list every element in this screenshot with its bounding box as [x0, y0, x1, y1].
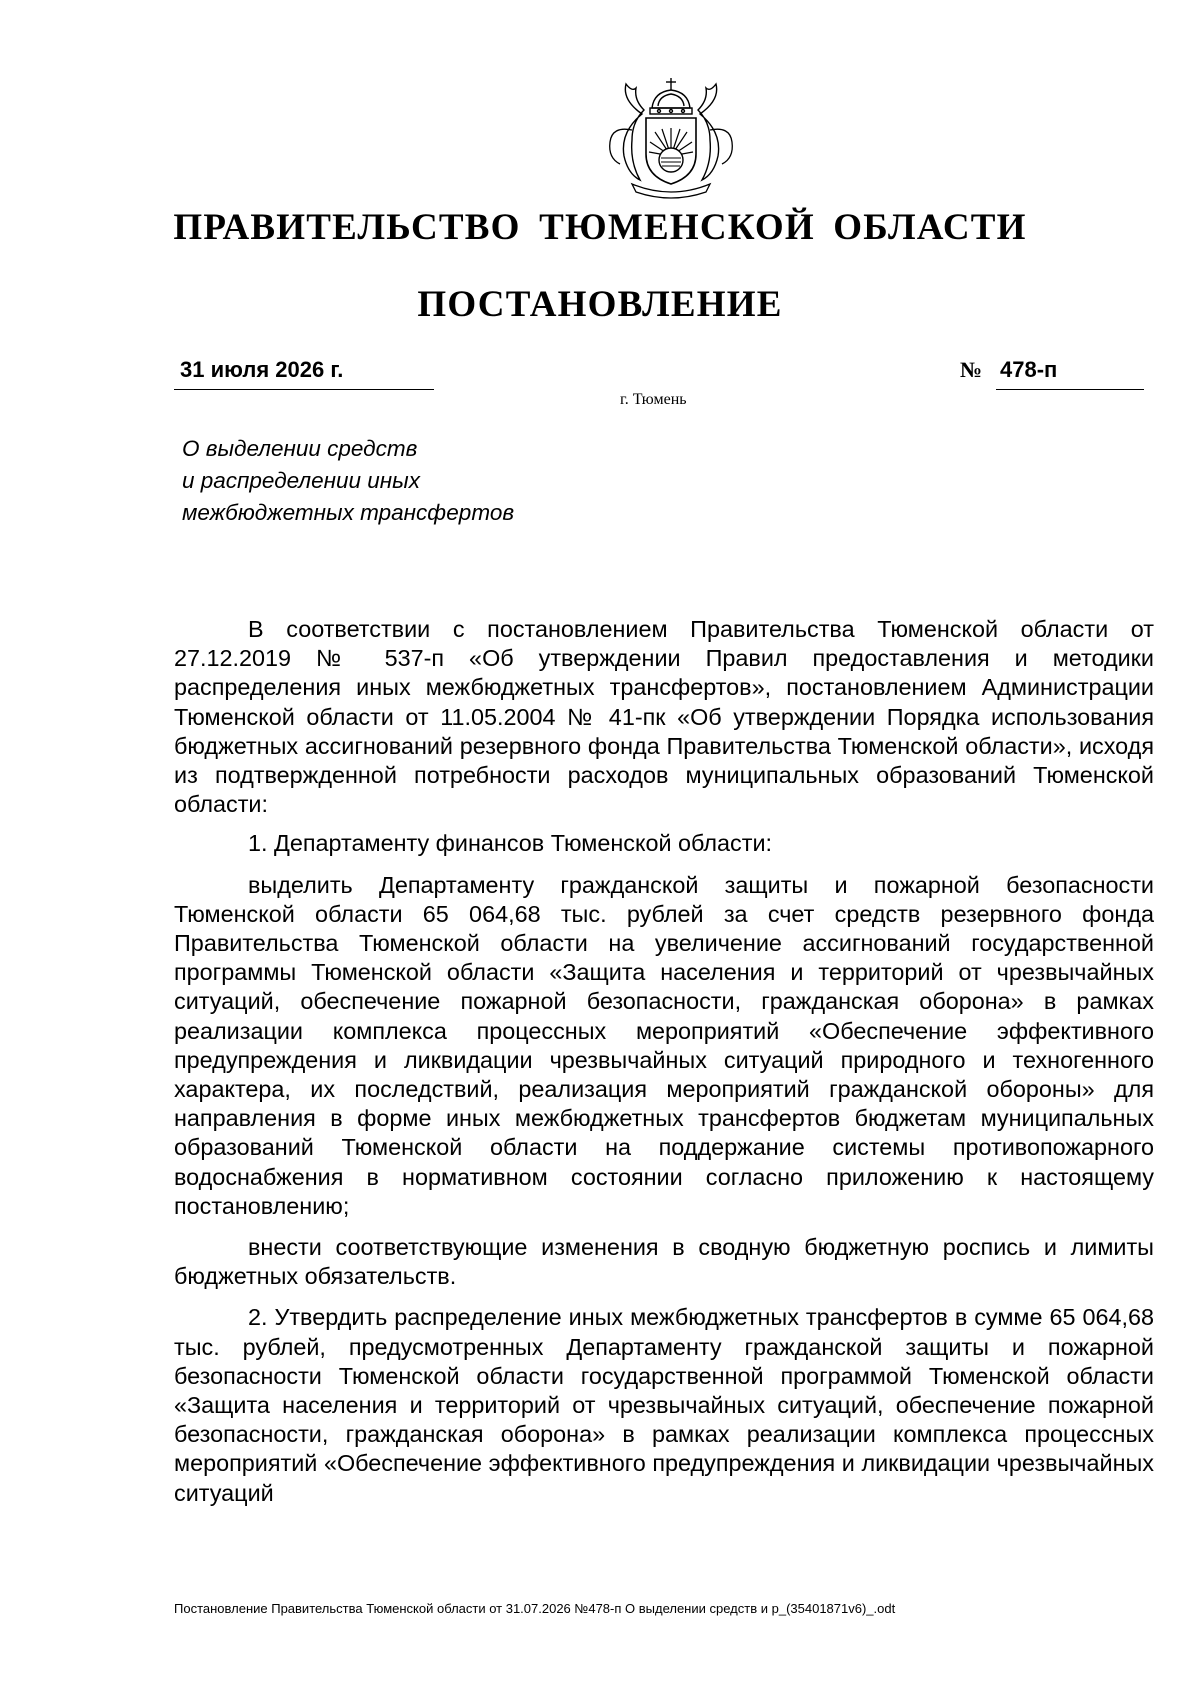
subject-line: и распределении иных	[182, 468, 420, 493]
city: г. Тюмень	[620, 391, 687, 408]
item-1-paragraph: внести соответствующие изменения в сводную бюджетную роспись и лимиты бюджетных обязательств.	[174, 1234, 1154, 1290]
document-type: ПОСТАНОВЛЕНИЕ	[417, 284, 783, 325]
document-number: 478-п	[1000, 357, 1058, 382]
document-date-field	[174, 357, 434, 390]
coat-of-arms-icon	[592, 70, 750, 200]
footer-file-info: Постановление Правительства Тюменской области от 31.07.2026 №478-п О выделении средств и р_(35401871v6)_.odt	[174, 1601, 896, 1616]
document-number-field	[996, 357, 1144, 390]
preamble-paragraph: В соответствии с постановлением Правительства Тюменской области от 27.12.2019 № 537-п «Об утверждении Правил предоставления и методики распределения иных межбюджетных трансфертов», постановлением Администрации Тюменской области от 11.05.2004 № 41-пк «Об утверждении Порядка использования бюджетных ассигнований резервного фонда Правительства Тюменской области», исходя из подтвержденной потребности расходов муниципальных образований Тюменской области:	[174, 616, 1154, 818]
item-1-paragraph: выделить Департаменту гражданской защиты и пожарной безопасности Тюменской области 65 064,68 тыс. рублей за счет средств резервного фонда Правительства Тюменской области на увеличение ассигнований государственной программы Тюменской области «Защита населения и территорий от чрезвычайных ситуаций, обеспечение пожарной безопасности, гражданская оборона» в рамках реализации комплекса процессных мероприятий «Обеспечение эффективного предупреждения и ликвидации чрезвычайных ситуаций природного и техногенного характера, их последствий, реализация мероприятий гражданской обороны» для направления в форме иных межбюджетных трансфертов бюджетам муниципальных образований Тюменской области на поддержание системы противопожарного водоснабжения в нормативном состоянии согласно приложению к настоящему постановлению;	[174, 871, 1154, 1219]
item-1-heading: 1. Департаменту финансов Тюменской области:	[248, 830, 773, 857]
document-subject	[182, 433, 642, 529]
document-body	[174, 615, 1154, 1508]
item-2-paragraph: 2. Утвердить распределение иных межбюджетных трансфертов в сумме 65 064,68 тыс. рублей, предусмотренных Департаменту гражданской защиты и пожарной безопасности Тюменской области государственной программой Тюменской области «Защита населения и территорий от чрезвычайных ситуаций, обеспечение пожарной безопасности, гражданская оборона» в рамках реализации комплекса процессных мероприятий «Обеспечение эффективного предупреждения и ликвидации чрезвычайных ситуаций	[174, 1304, 1154, 1506]
number-label: №	[960, 357, 983, 382]
subject-line: межбюджетных трансфертов	[182, 500, 515, 525]
government-title: ПРАВИТЕЛЬСТВО ТЮМЕНСКОЙ ОБЛАСТИ	[173, 207, 1027, 248]
document-date: 31 июля 2026 г.	[180, 357, 344, 382]
subject-line: О выделении средств	[182, 436, 418, 461]
